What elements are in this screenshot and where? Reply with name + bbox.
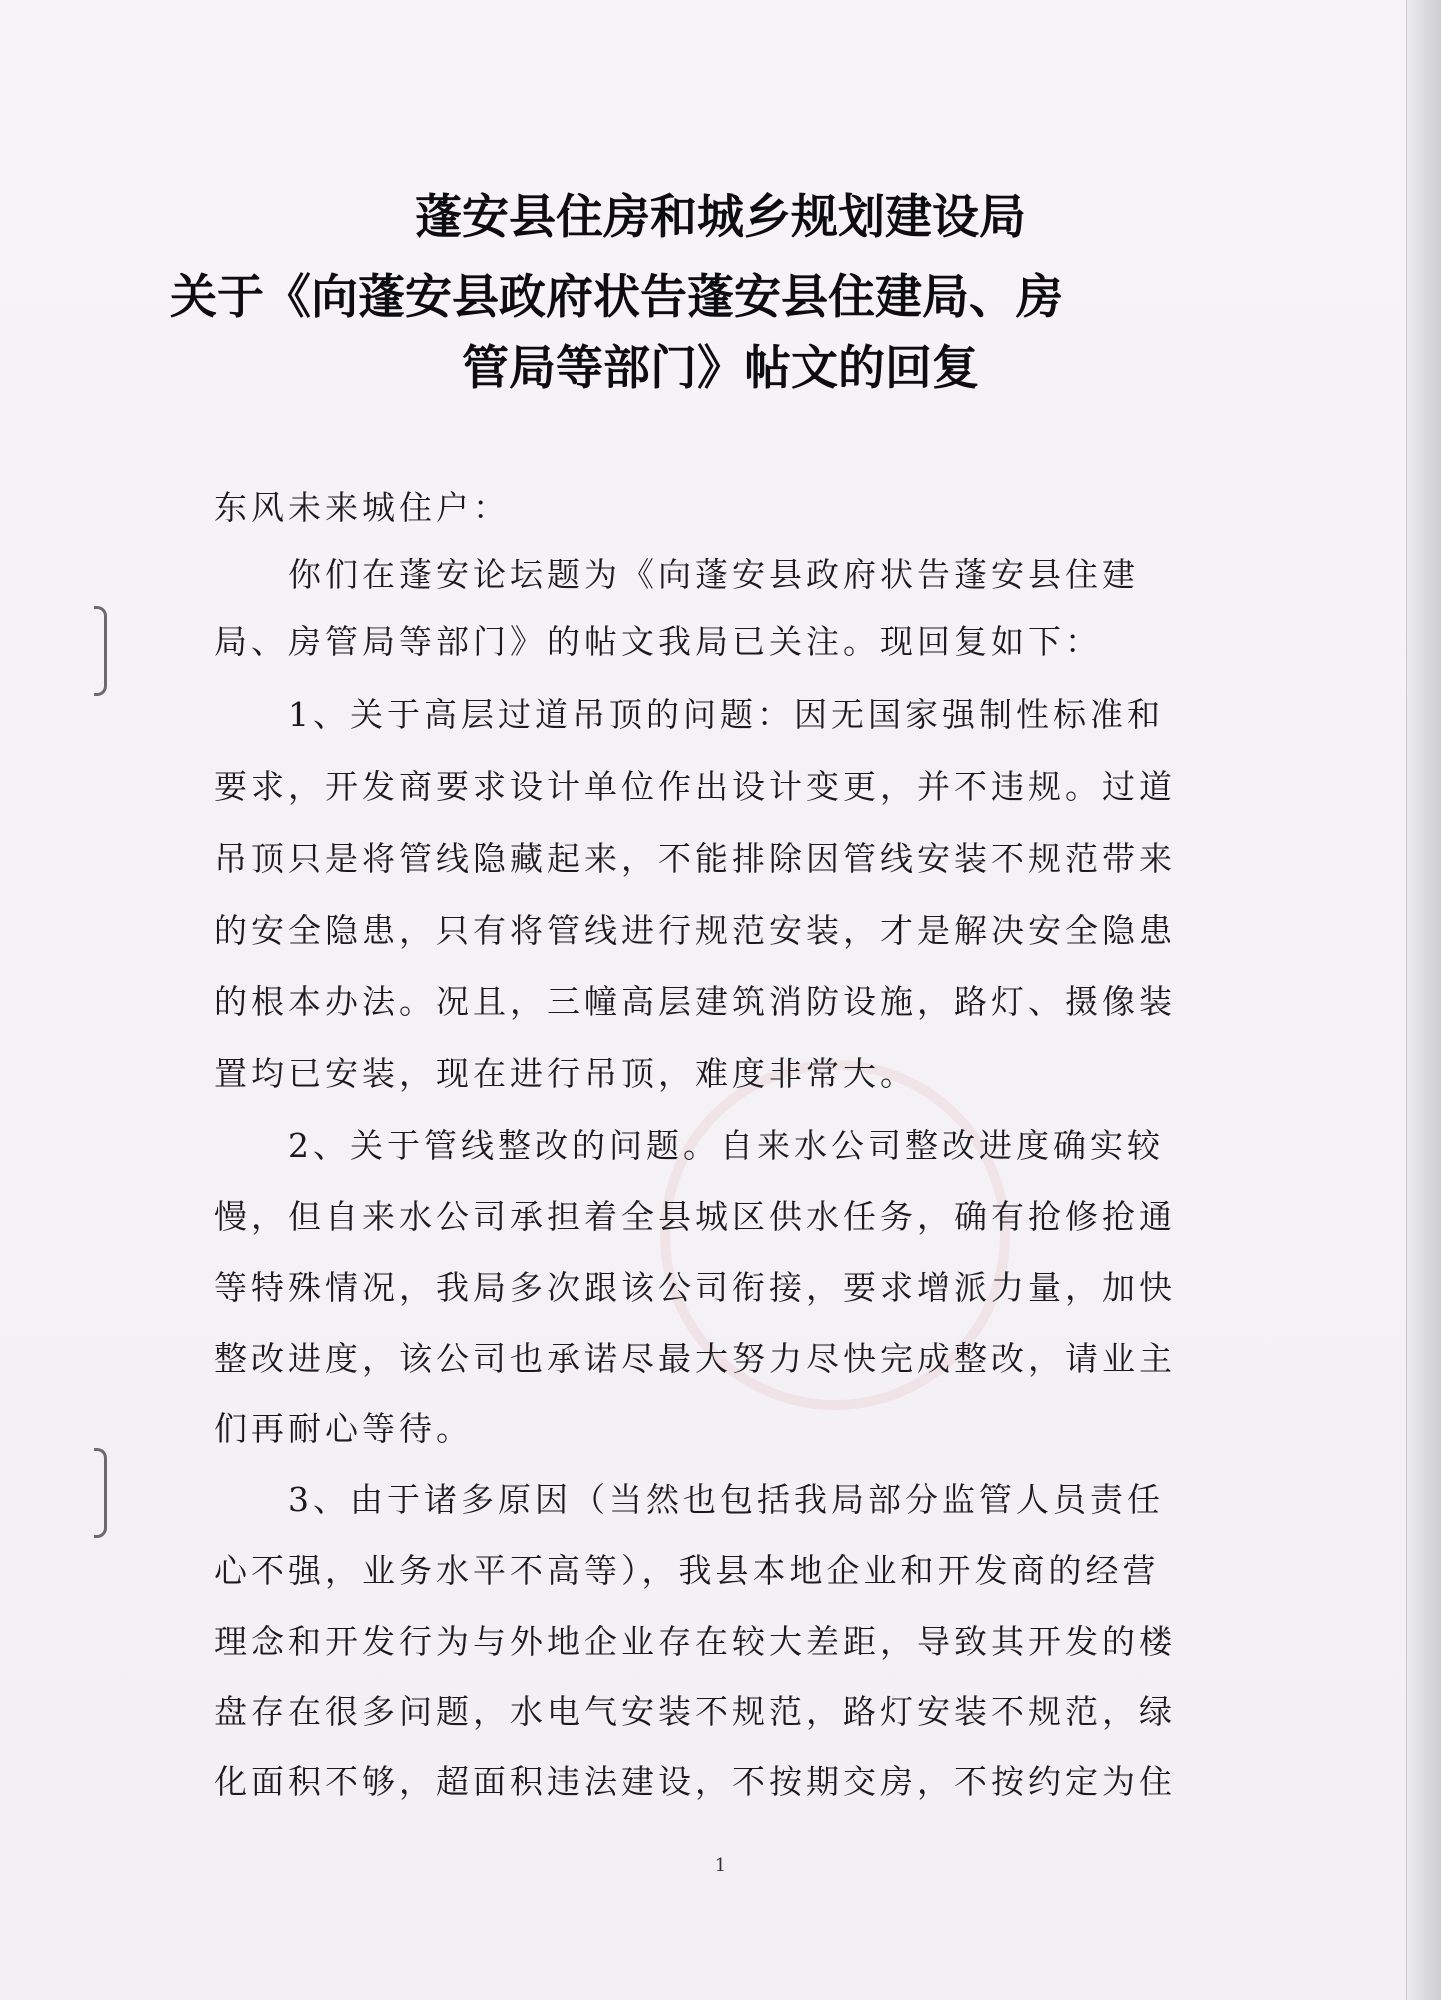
body-line: 局、房管局等部门》的帖文我局已关注。现回复如下：	[214, 622, 1102, 661]
page-number: 1	[714, 1855, 727, 1876]
body-line: 们再耐心等待。	[214, 1409, 473, 1448]
body-line: 的根本办法。况且，三幢高层建筑消防设施，路灯、摄像装	[214, 982, 1176, 1021]
body-line: 你们在蓬安论坛题为《向蓬安县政府状告蓬安县住建	[214, 555, 1139, 594]
body-line: 等特殊情况，我局多次跟该公司衔接，要求增派力量，加快	[214, 1268, 1176, 1307]
body-line: 吊顶只是将管线隐藏起来，不能排除因管线安装不规范带来	[214, 839, 1176, 878]
body-line: 整改进度，该公司也承诺尽最大努力尽快完成整改，请业主	[214, 1339, 1176, 1378]
body-line: 1、关于高层过道吊顶的问题：因无国家强制性标准和	[214, 695, 1164, 734]
body-line: 2、关于管线整改的问题。自来水公司整改进度确实较	[214, 1126, 1164, 1165]
salutation: 东风未来城住户：	[214, 488, 510, 527]
body-line: 盘存在很多问题，水电气安装不规范，路灯安装不规范，绿	[214, 1692, 1176, 1731]
body-line: 理念和开发行为与外地企业存在较大差距，导致其开发的楼	[214, 1622, 1176, 1661]
body-line: 要求，开发商要求设计单位作出设计变更，并不违规。过道	[214, 767, 1176, 806]
staple-mark	[94, 1448, 107, 1538]
title-line-1: 蓬安县住房和城乡规划建设局	[415, 190, 1026, 245]
body-line: 3、由于诸多原因（当然也包括我局部分监管人员责任	[214, 1480, 1164, 1519]
body-line: 化面积不够，超面积违法建设，不按期交房，不按约定为住	[214, 1762, 1176, 1801]
title-line-2: 关于《向蓬安县政府状告蓬安县住建局、房	[170, 270, 1063, 325]
body-line: 心不强，业务水平不高等），我县本地企业和开发商的经营	[214, 1551, 1160, 1590]
paper-edge	[1406, 0, 1441, 2000]
body-line: 置均已安装，现在进行吊顶，难度非常大。	[214, 1054, 917, 1093]
body-line: 慢，但自来水公司承担着全县城区供水任务，确有抢修抢通	[214, 1197, 1176, 1236]
title-line-3: 管局等部门》帖文的回复	[462, 341, 979, 396]
staple-mark	[94, 606, 107, 696]
body-line: 的安全隐患，只有将管线进行规范安装，才是解决安全隐患	[214, 911, 1176, 950]
